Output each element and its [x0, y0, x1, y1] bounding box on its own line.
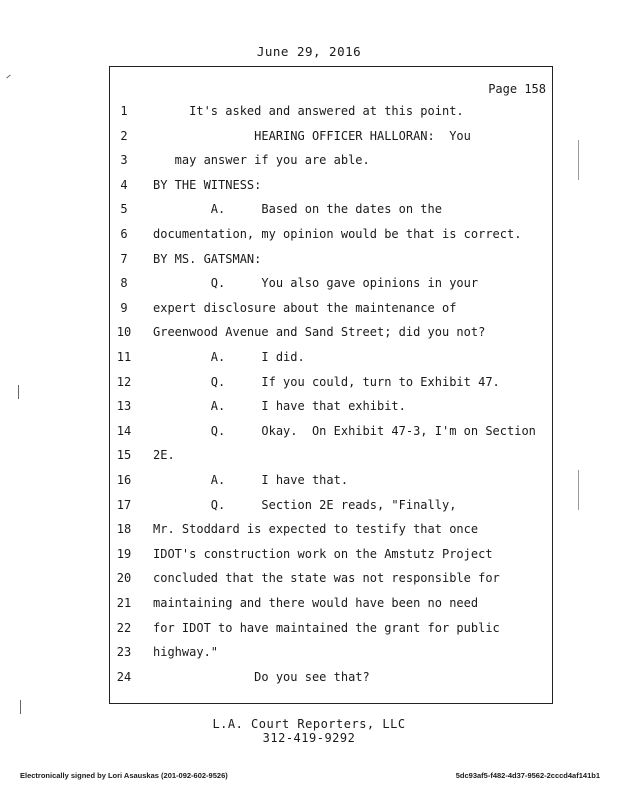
line-text: Q. Okay. On Exhibit 47-3, I'm on Section [153, 424, 536, 438]
line-text: A. I have that exhibit. [153, 399, 406, 413]
line-text: A. Based on the dates on the [153, 202, 442, 216]
line-number: 18 [116, 522, 132, 536]
line-number: 1 [120, 104, 128, 118]
line-number: 16 [116, 473, 132, 487]
line-text: for IDOT to have maintained the grant for public [153, 621, 500, 635]
line-text: highway." [153, 645, 219, 659]
line-number: 8 [120, 276, 128, 290]
line-text: Mr. Stoddard is expected to testify that once [153, 522, 479, 536]
line-text: 2E. [153, 448, 175, 462]
electronic-signature: Electronically signed by Lori Asauskas (201-092-602-9526) [20, 771, 228, 780]
line-number: 2 [120, 129, 128, 143]
court-reporter-name: L.A. Court Reporters, LLC [212, 717, 406, 731]
line-number: 4 [120, 178, 128, 192]
line-text: It's asked and answered at this point. [153, 104, 464, 118]
line-number: 20 [116, 571, 132, 585]
document-hash: 5dc93af5-f482-4d37-9562-2cccd4af141b1 [455, 771, 600, 780]
line-text: BY THE WITNESS: [153, 178, 262, 192]
line-text: Do you see that? [153, 670, 370, 684]
line-text: documentation, my opinion would be that is correct. [153, 227, 522, 241]
scan-mark [20, 700, 21, 714]
scan-mark [578, 140, 579, 180]
line-number: 11 [116, 350, 132, 364]
line-number: 21 [116, 596, 132, 610]
line-number: 15 [116, 448, 132, 462]
line-text: Q. Section 2E reads, "Finally, [153, 498, 457, 512]
line-number: 5 [120, 202, 128, 216]
line-number: 14 [116, 424, 132, 438]
line-text: concluded that the state was not responsible for [153, 571, 500, 585]
line-number: 22 [116, 621, 132, 635]
line-text: Greenwood Avenue and Sand Street; did you not? [153, 325, 486, 339]
line-text: may answer if you are able. [153, 153, 370, 167]
line-text: A. I have that. [153, 473, 349, 487]
line-number: 24 [116, 670, 132, 684]
line-number: 17 [116, 498, 132, 512]
line-text: HEARING OFFICER HALLORAN: You [153, 129, 471, 143]
line-number: 12 [116, 375, 132, 389]
page-number: Page 158 [488, 82, 546, 96]
scan-mark [18, 385, 19, 399]
scan-mark [6, 75, 10, 79]
line-number: 23 [116, 645, 132, 659]
line-text: expert disclosure about the maintenance of [153, 301, 457, 315]
line-number: 6 [120, 227, 128, 241]
hearing-date: June 29, 2016 [256, 44, 362, 59]
line-number: 7 [120, 252, 128, 266]
line-text: IDOT's construction work on the Amstutz Project [153, 547, 493, 561]
line-text: A. I did. [153, 350, 305, 364]
line-text: Q. You also gave opinions in your [153, 276, 479, 290]
line-number: 10 [116, 325, 132, 339]
line-number: 13 [116, 399, 132, 413]
court-reporter-phone: 312-419-9292 [262, 731, 356, 745]
line-text: BY MS. GATSMAN: [153, 252, 262, 266]
line-text: maintaining and there would have been no need [153, 596, 479, 610]
line-text: Q. If you could, turn to Exhibit 47. [153, 375, 500, 389]
scan-mark [578, 470, 579, 510]
line-number: 3 [120, 153, 128, 167]
line-number: 19 [116, 547, 132, 561]
line-number: 9 [120, 301, 128, 315]
